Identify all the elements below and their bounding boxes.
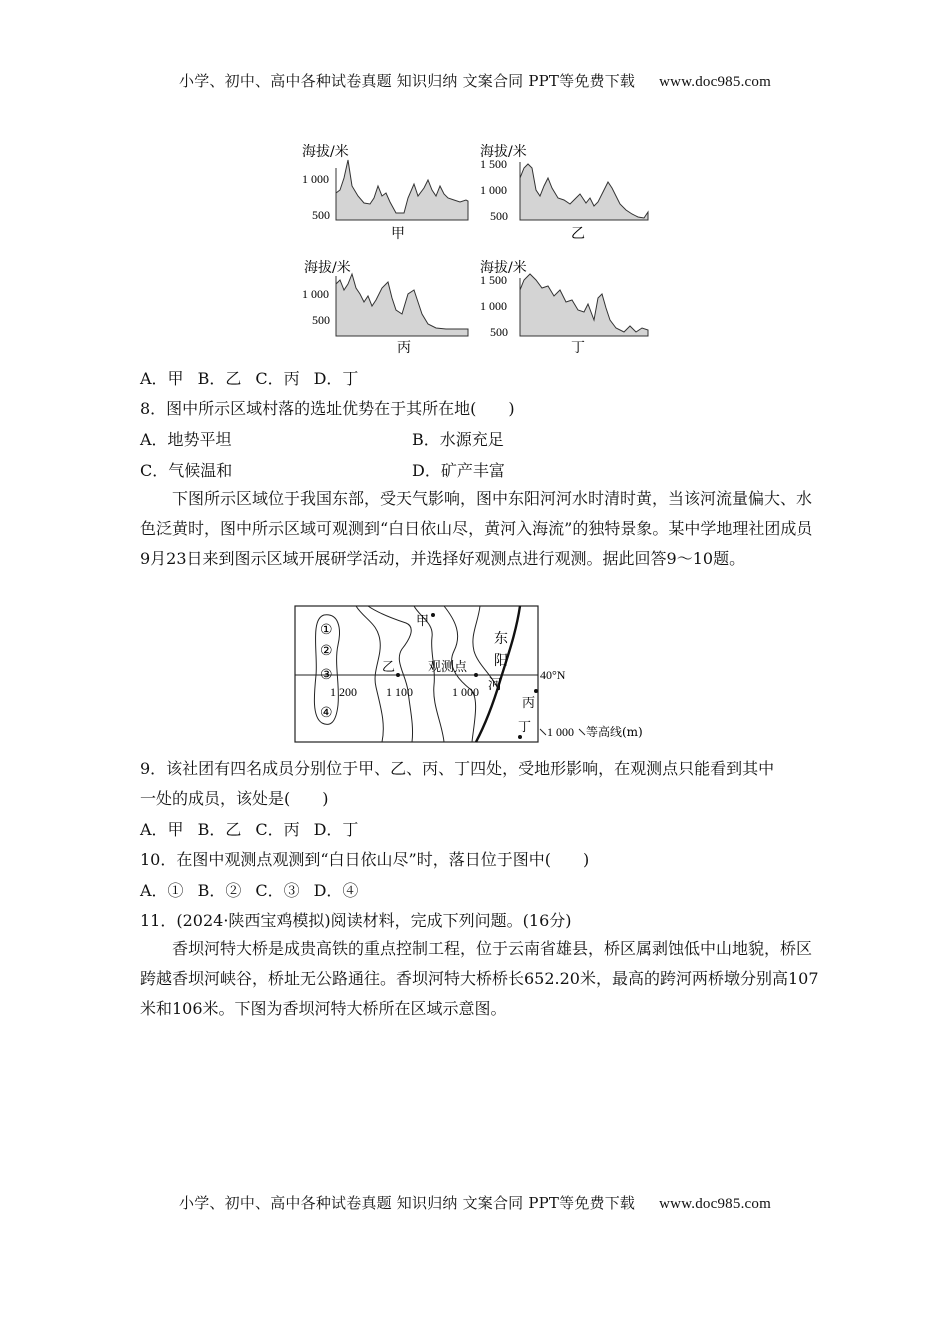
q8-option-d[interactable]: D．矿产丰富	[412, 461, 505, 480]
profile-yi	[478, 138, 658, 243]
q9-options	[140, 817, 358, 840]
point-yi	[396, 673, 400, 677]
latitude-label: 40°N	[540, 668, 566, 682]
option-b[interactable]: B．乙	[197, 369, 242, 388]
observation-point	[474, 673, 478, 677]
option-a[interactable]: A．①	[140, 881, 184, 900]
q11-passage: 香坝河特大桥是成贵高铁的重点控制工程，位于云南省雄县，桥区属剥蚀低中山地貌，桥区跨越香坝河峡谷，桥址无公路通往。香坝河特大桥桥长652.20米，最高的跨河两桥墩分别高107米和106米。下图为香坝河特大桥所在区域示意图。	[140, 939, 819, 1018]
option-b[interactable]: B．②	[197, 881, 242, 900]
tick-500: 500	[490, 209, 508, 223]
profile-jia	[298, 138, 478, 243]
river-label-2: 阳	[494, 653, 508, 669]
tick-1000: 1 000	[480, 183, 507, 197]
profile-label-ding: 丁	[571, 340, 585, 356]
option-d[interactable]: D．丁	[313, 820, 359, 839]
q8-option-b[interactable]: B．水源充足	[412, 430, 504, 449]
marker-3: ③	[320, 667, 333, 683]
option-d[interactable]: D．④	[313, 881, 359, 900]
label-ding: 丁	[518, 720, 532, 735]
tick-1500: 1 500	[480, 273, 507, 287]
option-c[interactable]: C．③	[255, 881, 300, 900]
river-label-1: 东	[494, 631, 508, 647]
profile-label-jia: 甲	[391, 226, 405, 242]
header-site: www.doc985.com	[659, 74, 771, 90]
passage-q9-10: 下图所示区域位于我国东部，受天气影响，图中东阳河河水时清时黄，当该河流量偏大、水色泛黄时，图中所示区域可观测到“白日依山尽，黄河入海流”的独特景象。某中学地理社团成员9月23日来到图示区域开展研学活动，并选择好观测点进行观测。据此回答9～10题。	[140, 489, 813, 568]
option-a[interactable]: A．甲	[140, 369, 184, 388]
point-ding	[518, 735, 522, 739]
point-bing	[534, 689, 538, 693]
q10-options	[140, 878, 358, 901]
legend-value: 1 000	[547, 725, 574, 739]
contour-label-1200: 1 200	[330, 685, 357, 699]
legend-tick	[540, 729, 546, 735]
profile-bing	[298, 254, 478, 359]
q8-stem: 8．图中所示区域村落的选址优势在于其所在地( )	[140, 399, 515, 418]
label-yi: 乙	[382, 660, 396, 675]
tick-1000: 1 000	[302, 172, 329, 186]
tick-500: 500	[312, 313, 330, 327]
tick-500: 500	[490, 325, 508, 339]
profile-ylabel: 海拔/米	[480, 144, 527, 160]
header-text: 小学、初中、高中各种试卷真题 知识归纳 文案合同 PPT等免费下载	[179, 72, 636, 90]
contour-label-1000: 1 000	[452, 685, 479, 699]
option-c[interactable]: C．丙	[255, 369, 300, 388]
page-footer	[0, 1192, 950, 1213]
tick-1000: 1 000	[302, 287, 329, 301]
marker-2: ②	[320, 643, 333, 659]
footer-text: 小学、初中、高中各种试卷真题 知识归纳 文案合同 PPT等免费下载	[179, 1194, 636, 1212]
terrain-area	[520, 274, 648, 336]
terrain-area	[520, 164, 648, 220]
contour-map	[294, 605, 643, 749]
legend-tick	[579, 729, 585, 735]
profile-ylabel: 海拔/米	[480, 260, 527, 276]
option-d[interactable]: D．丁	[313, 369, 359, 388]
contour-label-1100: 1 100	[386, 685, 413, 699]
q8-option-c[interactable]: C．气候温和	[140, 461, 233, 480]
profile-ylabel: 海拔/米	[304, 260, 351, 276]
tick-500: 500	[312, 208, 330, 222]
label-observation-point: 观测点	[428, 660, 468, 675]
marker-4: ④	[320, 705, 333, 721]
legend-label: 等高线(m)	[586, 725, 643, 739]
tick-1500: 1 500	[480, 157, 507, 171]
profile-ding	[478, 254, 658, 359]
q8-option-a[interactable]: A．地势平坦	[140, 430, 232, 449]
point-jia	[431, 613, 435, 617]
profile-label-bing: 丙	[397, 340, 411, 356]
terrain-area	[336, 274, 468, 336]
q9-stem-line2: 一处的成员，该处是( )	[140, 789, 329, 808]
q9-stem-line1: 9．该社团有四名成员分别位于甲、乙、丙、丁四处，受地形影响，在观测点只能看到其中	[140, 759, 775, 778]
terrain-area	[336, 160, 468, 220]
label-bing: 丙	[522, 696, 536, 711]
footer-site: www.doc985.com	[659, 1196, 771, 1212]
option-a[interactable]: A．甲	[140, 820, 184, 839]
profile-label-yi: 乙	[571, 226, 585, 242]
q7-options	[140, 366, 358, 389]
tick-1000: 1 000	[480, 299, 507, 313]
q11-stem: 11．(2024·陕西宝鸡模拟)阅读材料，完成下列问题。(16分)	[140, 911, 572, 930]
marker-1: ①	[320, 622, 333, 638]
option-c[interactable]: C．丙	[255, 820, 300, 839]
label-jia: 甲	[416, 614, 430, 629]
river-label-3: 河	[488, 677, 502, 693]
option-b[interactable]: B．乙	[197, 820, 242, 839]
page-header	[0, 70, 950, 91]
profile-ylabel: 海拔/米	[302, 144, 349, 160]
q10-stem: 10．在图中观测点观测到“白日依山尽”时，落日位于图中( )	[140, 850, 590, 869]
